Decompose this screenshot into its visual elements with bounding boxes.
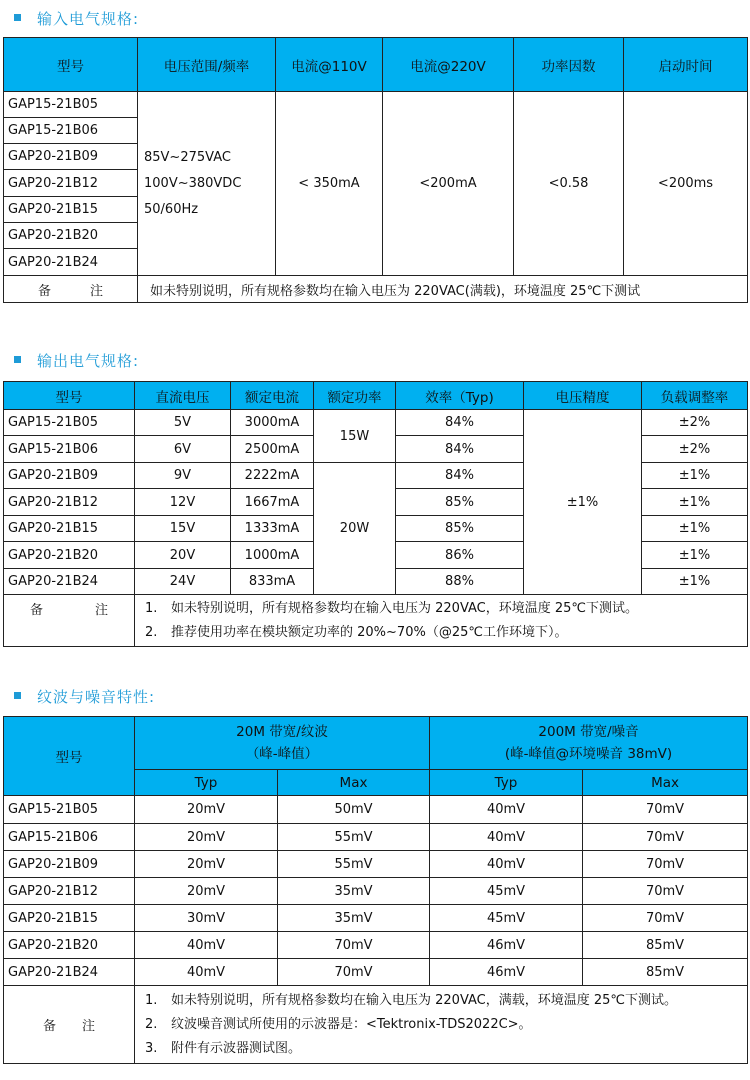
noise-max-cell: 70mV [583,878,748,905]
voltage-accuracy-cell: ±1% [524,410,642,595]
noise-typ-cell: 46mV [430,932,583,959]
model-cell: GAP15-21B06 [4,118,138,144]
model-cell: GAP20-21B09 [4,851,135,878]
note-item [145,621,741,645]
note-text: 推荐使用功率在模块额定功率的 20%~70%（@25℃工作环境下）。 [171,624,568,640]
model-cell: GAP20-21B12 [4,489,135,516]
model-cell: GAP20-21B15 [4,516,135,542]
header-cell: 型号 [4,382,135,410]
table-header-row [4,38,748,92]
voltage-line: 100V~380VDC [144,175,242,191]
efficiency-cell: 84% [396,436,524,463]
header-group-noise [430,717,748,770]
table-row [4,959,748,986]
load-regulation-cell: ±1% [642,516,748,542]
ripple-typ-cell: 20mV [135,878,278,905]
rated-power-cell: 20W [314,463,396,595]
header-cell: 负载调整率 [642,382,748,410]
note-item [145,1037,741,1061]
voltage-cell: 12V [135,489,231,516]
model-cell: GAP20-21B09 [4,144,138,170]
voltage-cell: 5V [135,410,231,436]
table-row [4,905,748,932]
ripple-max-cell: 70mV [278,932,430,959]
header-cell: 额定功率 [314,382,396,410]
note-row [4,595,748,647]
header-cell: 电流@220V [383,38,514,92]
note-text: 纹波噪音测试所使用的示波器是：<Tektronix-TDS2022C>。 [171,1016,532,1032]
header-line: (峰-峰值@环境噪音 38mV) [504,746,673,762]
model-cell: GAP20-21B15 [4,197,138,223]
note-text: 如未特别说明，所有规格参数均在输入电压为 220VAC，环境温度 25℃下测试。 [171,600,639,616]
noise-max-cell: 85mV [583,932,748,959]
ripple-noise-table [3,716,748,1064]
current-220-cell: <200mA [383,92,514,276]
header-cell: 启动时间 [624,38,748,92]
input-spec-table [3,37,748,303]
noise-max-cell: 70mV [583,796,748,824]
model-cell: GAP20-21B24 [4,249,138,276]
voltage-cell: 24V [135,569,231,595]
noise-typ-cell: 40mV [430,796,583,824]
section-title-text: 输出电气规格: [37,352,140,370]
model-cell: GAP20-21B09 [4,463,135,489]
noise-max-cell: 70mV [583,824,748,851]
note-text: 附件有示波器测试图。 [171,1040,302,1056]
table-row [4,851,748,878]
load-regulation-cell: ±1% [642,542,748,569]
load-regulation-cell: ±1% [642,569,748,595]
table-row [4,932,748,959]
model-cell: GAP20-21B12 [4,878,135,905]
section-title-text: 输入电气规格: [37,10,140,28]
efficiency-cell: 84% [396,463,524,489]
note-number: 3. [145,1040,158,1056]
header-cell: 电压范围/频率 [138,38,276,92]
note-label: 备 注 [4,276,138,303]
efficiency-cell: 88% [396,569,524,595]
header-cell: 额定电流 [231,382,314,410]
model-cell: GAP20-21B20 [4,223,138,249]
load-regulation-cell: ±1% [642,463,748,489]
noise-max-cell: 70mV [583,851,748,878]
ripple-max-cell: 35mV [278,905,430,932]
noise-typ-cell: 46mV [430,959,583,986]
ripple-typ-cell: 20mV [135,851,278,878]
model-cell: GAP20-21B24 [4,569,135,595]
ripple-max-cell: 55mV [278,851,430,878]
efficiency-cell: 86% [396,542,524,569]
ripple-typ-cell: 20mV [135,824,278,851]
ripple-typ-cell: 30mV [135,905,278,932]
header-cell: Max [278,770,430,796]
note-number: 1. [145,600,158,616]
table-header-row [4,717,748,770]
section-title-text: 纹波与噪音特性: [37,688,156,706]
model-cell: GAP15-21B06 [4,436,135,463]
voltage-range-cell [138,92,276,276]
current-cell: 2500mA [231,436,314,463]
rated-power-cell: 15W [314,410,396,463]
note-text: 如未特别说明，所有规格参数均在输入电压为 220VAC(满载)，环境温度 25℃下测试 [138,276,748,303]
noise-typ-cell: 45mV [430,878,583,905]
current-cell: 1333mA [231,516,314,542]
note-label: 备 注 [4,986,135,1064]
voltage-cell: 20V [135,542,231,569]
square-bullet-icon [14,356,21,363]
section-title-ripple [14,686,155,707]
header-line: 20M 带宽/纹波 [236,724,328,740]
noise-typ-cell: 40mV [430,851,583,878]
current-110-cell: < 350mA [276,92,383,276]
noise-max-cell: 70mV [583,905,748,932]
note-row [4,276,748,303]
model-cell: GAP20-21B12 [4,170,138,197]
note-list [135,986,748,1064]
note-label: 备 注 [4,595,135,647]
voltage-cell: 15V [135,516,231,542]
header-cell: Typ [135,770,278,796]
table-row [4,824,748,851]
efficiency-cell: 85% [396,516,524,542]
note-text: 如未特别说明，所有规格参数均在输入电压为 220VAC，满载，环境温度 25℃下测试。 [171,992,678,1008]
header-cell: 直流电压 [135,382,231,410]
ripple-max-cell: 35mV [278,878,430,905]
note-item [145,989,741,1013]
section-title-input [14,8,139,29]
voltage-line: 85V~275VAC [144,149,231,165]
voltage-cell: 6V [135,436,231,463]
note-number: 2. [145,624,158,640]
square-bullet-icon [14,692,21,699]
header-cell: 型号 [4,38,138,92]
model-cell: GAP15-21B05 [4,410,135,436]
current-cell: 1000mA [231,542,314,569]
efficiency-cell: 85% [396,489,524,516]
table-header-row [4,382,748,410]
note-item [145,597,741,621]
current-cell: 2222mA [231,463,314,489]
note-list [135,595,748,647]
ripple-typ-cell: 20mV [135,796,278,824]
header-cell: 功率因数 [514,38,624,92]
ripple-typ-cell: 40mV [135,932,278,959]
startup-time-cell: <200ms [624,92,748,276]
noise-max-cell: 85mV [583,959,748,986]
header-cell: 电压精度 [524,382,642,410]
header-group-ripple [135,717,430,770]
noise-typ-cell: 45mV [430,905,583,932]
ripple-typ-cell: 40mV [135,959,278,986]
current-cell: 833mA [231,569,314,595]
power-factor-cell: <0.58 [514,92,624,276]
note-item [145,1013,741,1037]
model-cell: GAP20-21B20 [4,542,135,569]
model-cell: GAP20-21B20 [4,932,135,959]
table-row [4,92,748,118]
load-regulation-cell: ±1% [642,489,748,516]
voltage-cell: 9V [135,463,231,489]
header-cell: Typ [430,770,583,796]
table-row [4,796,748,824]
load-regulation-cell: ±2% [642,410,748,436]
header-cell: 电流@110V [276,38,383,92]
efficiency-cell: 84% [396,410,524,436]
model-cell: GAP20-21B15 [4,905,135,932]
note-row [4,986,748,1064]
current-cell: 1667mA [231,489,314,516]
header-cell: 型号 [4,717,135,796]
square-bullet-icon [14,14,21,21]
load-regulation-cell: ±2% [642,436,748,463]
header-line: 200M 带宽/噪音 [538,724,639,740]
header-cell: Max [583,770,748,796]
output-spec-table [3,381,748,647]
table-row [4,878,748,905]
section-title-output [14,350,139,371]
model-cell: GAP20-21B24 [4,959,135,986]
ripple-max-cell: 70mV [278,959,430,986]
ripple-max-cell: 50mV [278,796,430,824]
note-number: 1. [145,992,158,1008]
current-cell: 3000mA [231,410,314,436]
noise-typ-cell: 40mV [430,824,583,851]
header-line: （峰-峰值） [245,746,319,762]
model-cell: GAP15-21B05 [4,796,135,824]
ripple-max-cell: 55mV [278,824,430,851]
note-number: 2. [145,1016,158,1032]
model-cell: GAP15-21B05 [4,92,138,118]
frequency-line: 50/60Hz [144,201,199,217]
table-row [4,410,748,436]
header-cell: 效率（Typ) [396,382,524,410]
model-cell: GAP15-21B06 [4,824,135,851]
